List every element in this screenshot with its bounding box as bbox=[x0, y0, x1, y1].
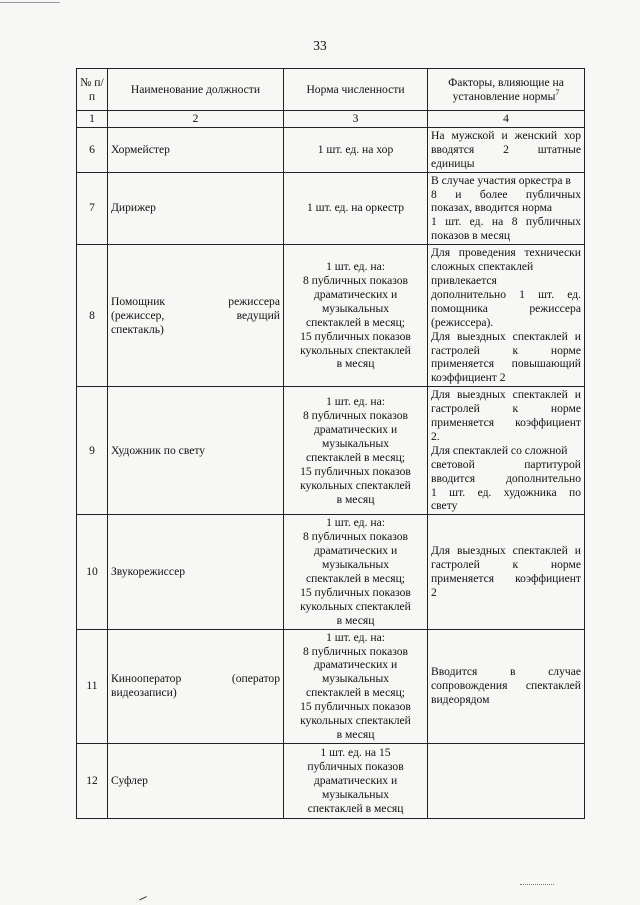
norm-factors-line: Для выездных спектаклей и bbox=[431, 329, 581, 343]
staffing-norm-line: 1 шт. ед. на: bbox=[326, 260, 385, 274]
norm-factors-line: привлекается bbox=[431, 273, 497, 287]
norm-factors-line: 8 и более публичных bbox=[431, 187, 581, 201]
footnote-marker: 7 bbox=[555, 87, 560, 97]
column-index: 4 bbox=[428, 111, 585, 128]
norm-factors bbox=[428, 127, 585, 172]
staffing-norm-line: 15 публичных показов bbox=[300, 464, 411, 478]
staffing-norm-line: драматических и bbox=[313, 287, 398, 301]
position-name bbox=[108, 127, 284, 172]
scan-artifact bbox=[520, 884, 554, 885]
position-name-line: Помощник режиссера bbox=[111, 294, 280, 308]
staffing-norm bbox=[284, 245, 428, 387]
norm-factors-line: показах, вводится норма bbox=[431, 201, 552, 215]
row-number: 8 bbox=[77, 245, 108, 387]
norm-factors-line: 2 bbox=[431, 585, 437, 599]
staffing-norm-line: 15 публичных показов bbox=[300, 585, 411, 599]
staffing-norm-line: 1 шт. ед. на: bbox=[326, 395, 385, 409]
header-name: Наименование должности bbox=[108, 69, 284, 111]
staffing-norm-line: 1 шт. ед. на: bbox=[326, 516, 385, 530]
table-header-row bbox=[77, 69, 585, 111]
header-factors bbox=[428, 69, 585, 111]
table-row bbox=[77, 743, 585, 818]
staffing-norm-line: в месяц bbox=[336, 492, 375, 506]
norm-factors-line: применяется повышающий bbox=[431, 357, 581, 371]
staffing-norm-line: драматических и bbox=[313, 544, 398, 558]
staffing-norm-line: 15 публичных показов bbox=[300, 329, 411, 343]
norm-factors-line: Для выездных спектаклей и bbox=[431, 388, 581, 402]
norm-factors-line: сопровождения спектаклей bbox=[431, 679, 581, 693]
staffing-norm-line: спектаклей в месяц; bbox=[305, 572, 406, 585]
header-factors-text: Факторы, влияющие на установление нормы bbox=[448, 75, 564, 103]
table-row bbox=[77, 515, 585, 629]
staffing-norm-line: 8 публичных показов bbox=[302, 644, 409, 658]
staffing-norm-line: музыкальных bbox=[321, 672, 390, 686]
staffing-norm bbox=[284, 127, 428, 172]
norm-factors-line: вводится дополнительно bbox=[431, 471, 581, 485]
staffing-norm-line: спектаклей в месяц; bbox=[305, 450, 406, 464]
page-number: 33 bbox=[313, 38, 327, 53]
column-index: 2 bbox=[108, 111, 284, 128]
staffing-norm bbox=[284, 172, 428, 245]
position-name-line: Хормейстер bbox=[111, 142, 170, 156]
norm-factors-line: (режиссера). bbox=[431, 315, 494, 329]
staffing-norm-line: 1 шт. ед. на: bbox=[326, 630, 385, 644]
staffing-norm-line: спектаклей в месяц; bbox=[305, 686, 406, 700]
header-num: № п/п bbox=[77, 69, 108, 111]
norm-factors-line: сложных спектаклей bbox=[431, 260, 534, 274]
staffing-norm-line: драматических и bbox=[313, 773, 398, 787]
staffing-norm-line: в месяц bbox=[336, 727, 375, 741]
position-name bbox=[108, 245, 284, 387]
staffing-norm-line: музыкальных bbox=[321, 787, 390, 801]
staffing-norm bbox=[284, 743, 428, 818]
norm-factors-line: Для выездных спектаклей и bbox=[431, 544, 581, 558]
position-name bbox=[108, 172, 284, 245]
table-row bbox=[77, 245, 585, 387]
staffing-norm-line: 15 публичных показов bbox=[300, 700, 411, 714]
norm-factors-line: гастролей к норме bbox=[431, 558, 581, 572]
norm-factors-line: применяется коэффициент bbox=[431, 572, 581, 585]
staffing-norm-line: музыкальных bbox=[321, 558, 390, 572]
row-number: 9 bbox=[77, 387, 108, 515]
norm-factors bbox=[428, 515, 585, 629]
staffing-norm-line: музыкальных bbox=[321, 436, 390, 450]
norm-factors-line: 2. bbox=[431, 429, 440, 443]
norm-factors bbox=[428, 629, 585, 743]
norm-factors-line: помощника режиссера bbox=[431, 301, 581, 315]
staffing-norm-line: кукольных спектаклей bbox=[300, 714, 411, 728]
staffing-norm-line: кукольных спектаклей bbox=[300, 478, 411, 492]
row-number: 6 bbox=[77, 127, 108, 172]
norm-factors-line: В случае участия оркестра в bbox=[431, 173, 571, 187]
position-name-line: видеозаписи) bbox=[111, 686, 177, 700]
staffing-norm bbox=[284, 515, 428, 629]
norm-factors bbox=[428, 172, 585, 245]
row-number: 10 bbox=[77, 515, 108, 629]
norm-factors-line: гастролей к норме bbox=[431, 343, 581, 357]
table-row bbox=[77, 629, 585, 743]
norm-factors-line: световой партитурой bbox=[431, 457, 581, 471]
norm-factors-line: Вводится в случае bbox=[431, 665, 581, 679]
norm-factors-line: единицы bbox=[431, 156, 475, 170]
position-name bbox=[108, 629, 284, 743]
row-number: 11 bbox=[77, 629, 108, 743]
norm-factors-line: применяется коэффициент bbox=[431, 416, 581, 430]
norm-factors bbox=[428, 245, 585, 387]
norm-factors bbox=[428, 743, 585, 818]
norm-factors-line: свету bbox=[431, 499, 458, 513]
staffing-norms-table bbox=[76, 68, 585, 819]
staffing-norm-line: 1 шт. ед. на оркестр bbox=[306, 201, 405, 215]
position-name-line: спектакль) bbox=[111, 322, 164, 336]
position-name-line: Кинооператор (оператор bbox=[111, 672, 280, 686]
staffing-norm bbox=[284, 387, 428, 515]
norm-factors bbox=[428, 387, 585, 515]
table-row bbox=[77, 172, 585, 245]
staffing-norm-line: спектаклей в месяц bbox=[307, 801, 404, 815]
norm-factors-line: дополнительно 1 шт. ед. bbox=[431, 287, 581, 301]
norm-factors-line: На мужской и женский хор bbox=[431, 128, 581, 142]
staffing-norm-line: музыкальных bbox=[321, 301, 390, 315]
staffing-norm-line: 1 шт. ед. на хор bbox=[317, 142, 394, 156]
position-name-line: Художник по свету bbox=[111, 443, 206, 457]
row-number: 7 bbox=[77, 172, 108, 245]
staffing-norm-line: кукольных спектаклей bbox=[300, 343, 411, 357]
staffing-norm-line: 8 публичных показов bbox=[302, 273, 409, 287]
table-row bbox=[77, 127, 585, 172]
norm-factors-line: вводятся 2 штатные bbox=[431, 142, 581, 156]
position-name bbox=[108, 515, 284, 629]
staffing-norm-line: 8 публичных показов bbox=[302, 530, 409, 544]
scan-artifact bbox=[137, 892, 147, 901]
position-name bbox=[108, 387, 284, 515]
staffing-norm-line: в месяц bbox=[336, 613, 375, 627]
position-name bbox=[108, 743, 284, 818]
column-index: 3 bbox=[284, 111, 428, 128]
row-number: 12 bbox=[77, 743, 108, 818]
norm-factors-line: коэффициент 2 bbox=[431, 371, 506, 385]
staffing-norm-line: 8 публичных показов bbox=[302, 409, 409, 423]
header-norm: Норма численности bbox=[284, 69, 428, 111]
position-name-line: (режиссер, ведущий bbox=[111, 308, 280, 322]
column-index: 1 bbox=[77, 111, 108, 128]
scan-edge-mark bbox=[0, 2, 60, 3]
staffing-norm-line: драматических и bbox=[313, 422, 398, 436]
norm-factors-line: 1 шт. ед. на 8 публичных bbox=[431, 215, 581, 229]
staffing-norm bbox=[284, 629, 428, 743]
staffing-norm-line: драматических и bbox=[313, 658, 398, 672]
position-name-line: Звукорежиссер bbox=[111, 565, 186, 579]
staffing-norm-line: кукольных спектаклей bbox=[300, 599, 411, 613]
norm-factors-line: гастролей к норме bbox=[431, 402, 581, 416]
norm-factors-line: Для спектаклей со сложной bbox=[431, 443, 568, 457]
norm-factors-line: Для проведения технически bbox=[431, 246, 581, 260]
staffing-norm-line: в месяц bbox=[336, 357, 375, 371]
position-name-line: Суфлер bbox=[111, 773, 148, 787]
column-index-row bbox=[77, 111, 585, 128]
staffing-norm-line: 1 шт. ед. на 15 bbox=[320, 746, 391, 760]
norm-factors-line: 1 шт. ед. художника по bbox=[431, 485, 581, 499]
staffing-norm-line: публичных показов bbox=[307, 760, 404, 774]
staffing-norm-line: спектаклей в месяц; bbox=[305, 315, 406, 329]
table-row bbox=[77, 387, 585, 515]
norm-factors-line: видеорядом bbox=[431, 693, 490, 707]
position-name-line: Дирижер bbox=[111, 201, 156, 215]
norm-factors-line: показов в месяц bbox=[431, 229, 511, 243]
